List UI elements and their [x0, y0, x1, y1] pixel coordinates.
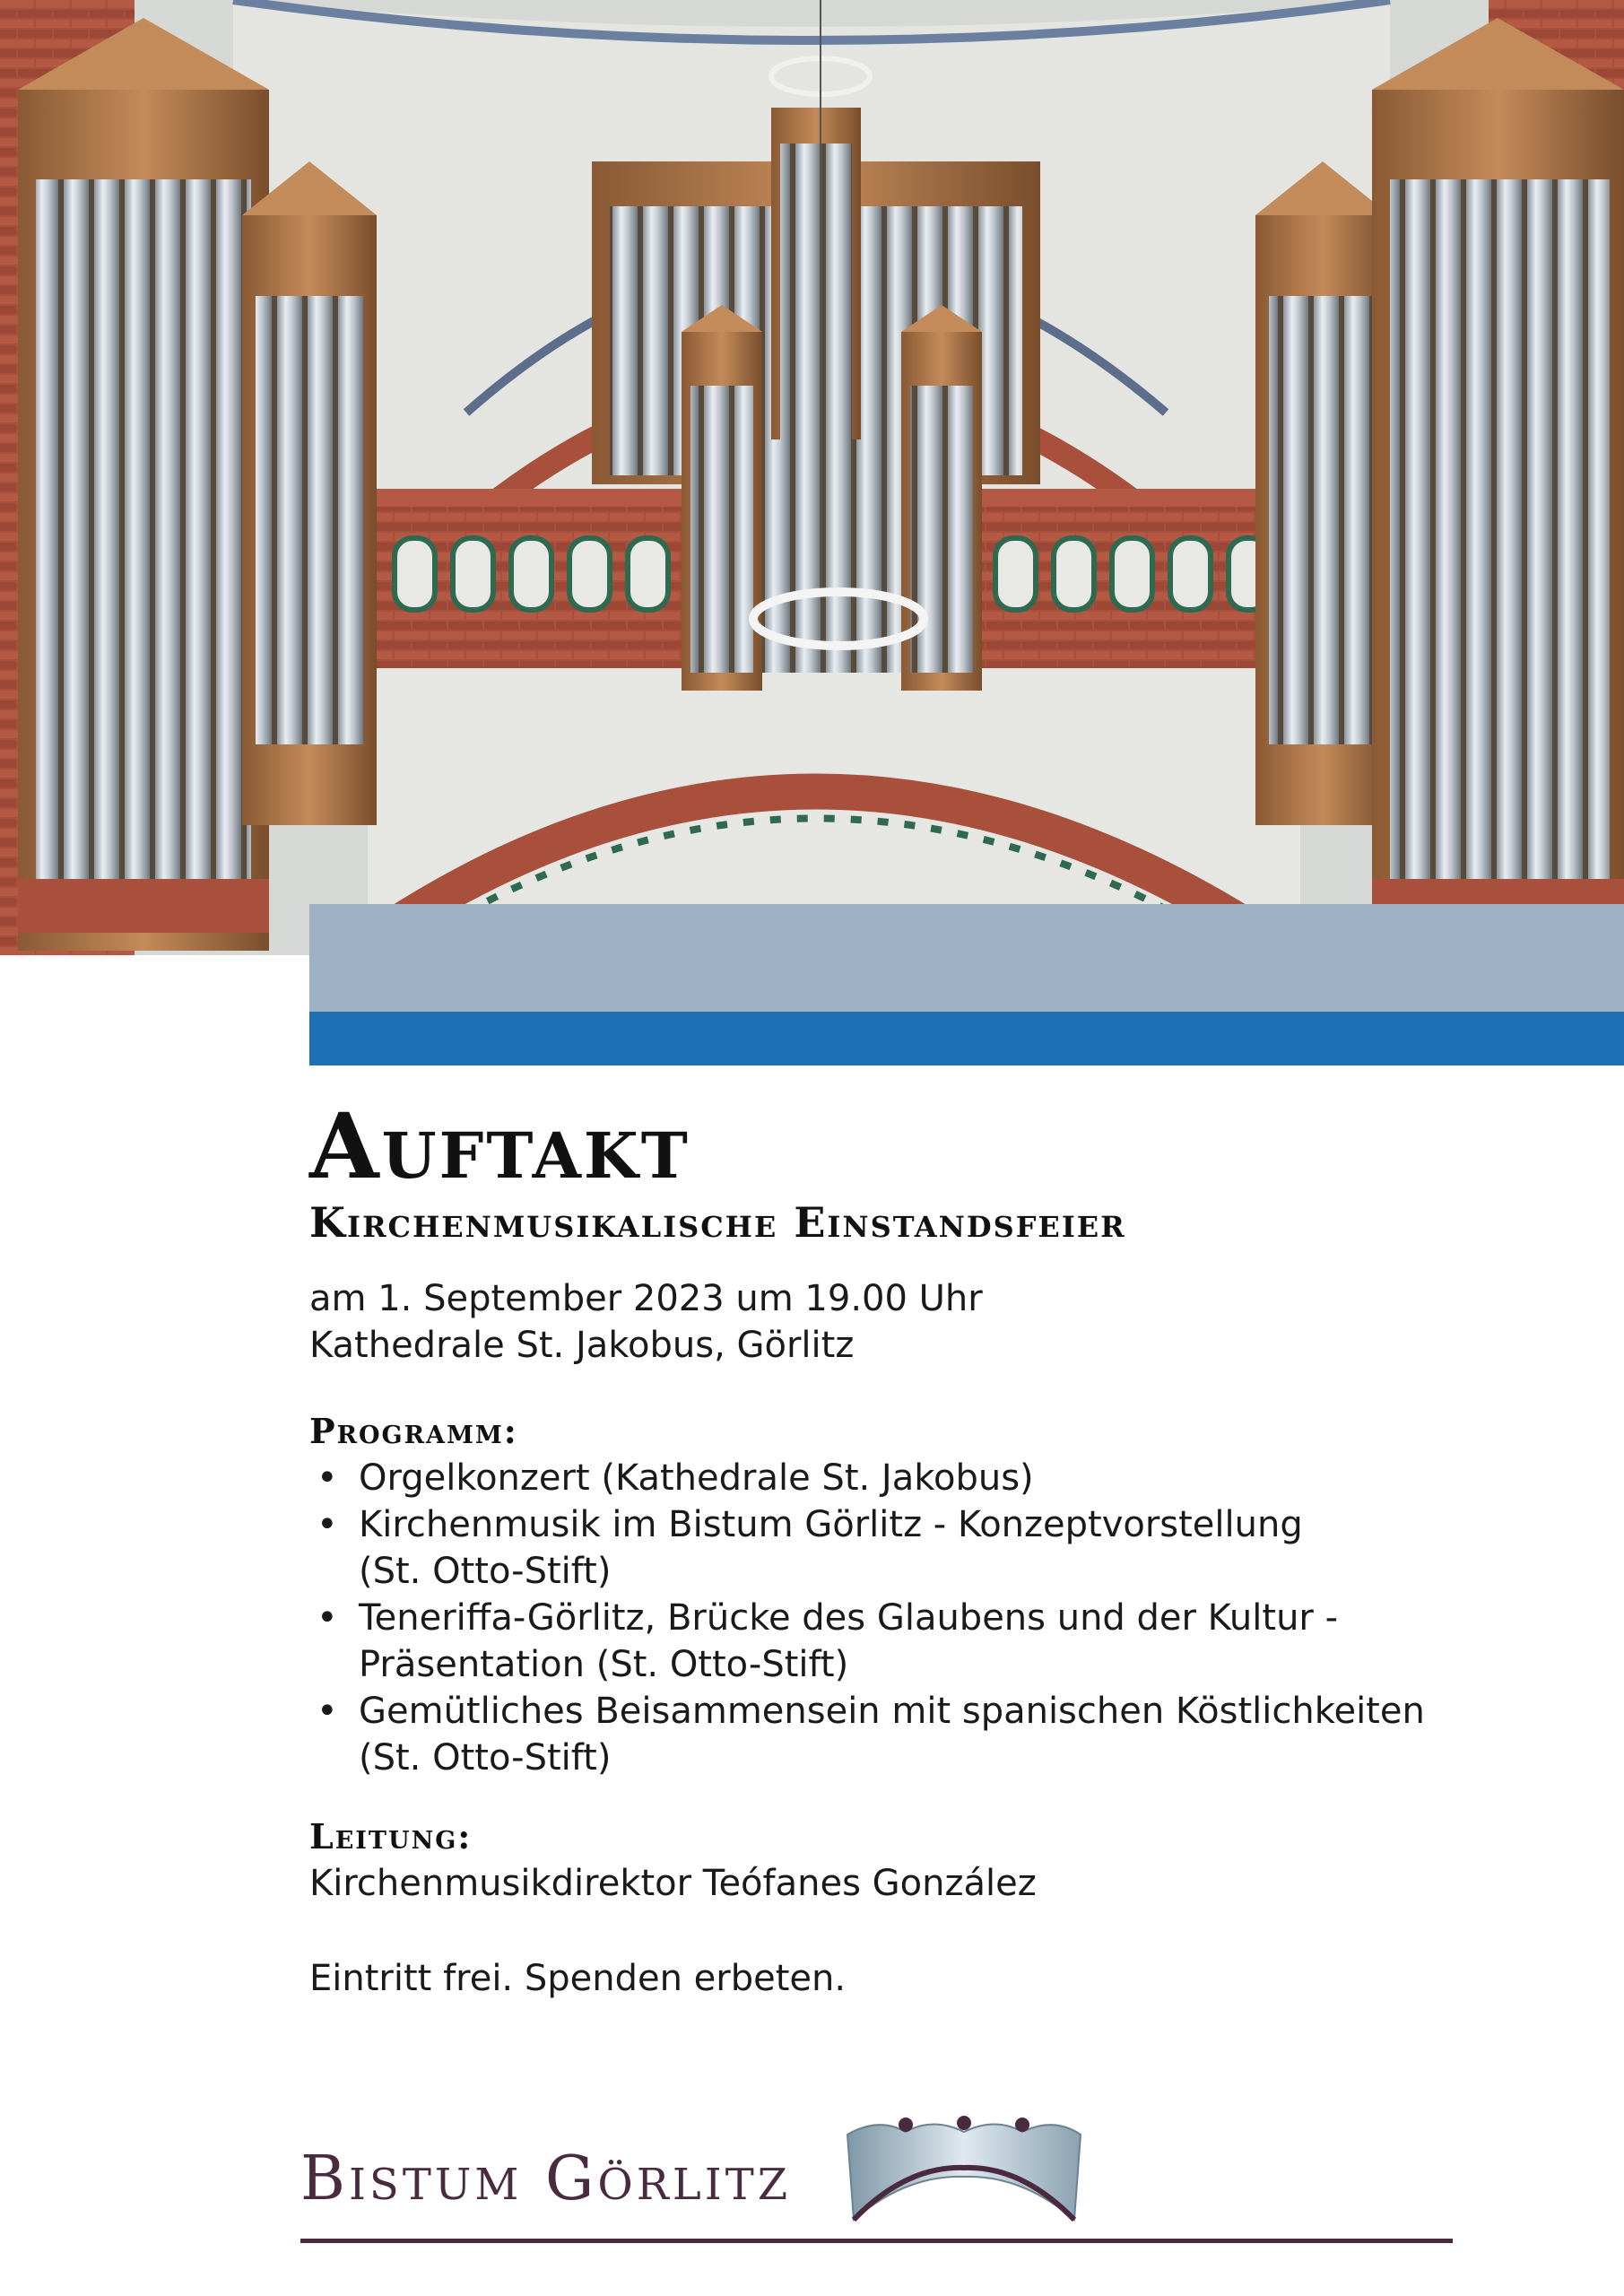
entry-note: Eintritt frei. Spenden erbeten. [309, 1958, 847, 1999]
program-item-line: Teneriffa-Görlitz, Brücke des Glaubens und der Kultur - [359, 1597, 1339, 1639]
list-item [309, 1595, 1425, 1688]
list-item [309, 1501, 1425, 1595]
list-item [309, 1688, 1425, 1781]
program-item-line: (St. Otto-Stift) [359, 1551, 612, 1592]
list-item [309, 1455, 1425, 1501]
organ-photo [0, 0, 1624, 955]
page-title: Auftakt [309, 1093, 690, 1199]
decorative-band-blue [309, 1012, 1624, 1065]
bullet-icon: • [317, 1457, 338, 1499]
program-item-line: Präsentation (St. Otto-Stift) [359, 1644, 849, 1685]
program-heading: Programm: [309, 1411, 518, 1451]
program-item-line: Orgelkonzert (Kathedrale St. Jakobus) [359, 1457, 1034, 1499]
bullet-icon: • [317, 1504, 338, 1545]
program-item-line: Kirchenmusik im Bistum Görlitz - Konzeptvorstellung [359, 1504, 1303, 1545]
program-item-line: Gemütliches Beisammensein mit spanischen Köstlichkeiten [359, 1691, 1425, 1732]
event-venue: Kathedrale St. Jakobus, Görlitz [309, 1325, 855, 1366]
bullet-icon: • [317, 1691, 338, 1732]
event-date: am 1. September 2023 um 19.00 Uhr [309, 1278, 983, 1319]
leadership-heading: Leitung: [309, 1816, 473, 1857]
diocese-logo-text: Bistum Görlitz [300, 2144, 792, 2214]
diocese-crown-icon [843, 2112, 1085, 2224]
leadership-name: Kirchenmusikdirektor Teófanes González [309, 1863, 1037, 1904]
bullet-icon: • [317, 1597, 338, 1639]
program-list [309, 1455, 1425, 1781]
program-item-line: (St. Otto-Stift) [359, 1737, 612, 1779]
page-subtitle: Kirchenmusikalische Einstandsfeier [309, 1198, 1126, 1247]
decorative-band-grey [309, 904, 1624, 1012]
footer-divider [300, 2239, 1453, 2243]
